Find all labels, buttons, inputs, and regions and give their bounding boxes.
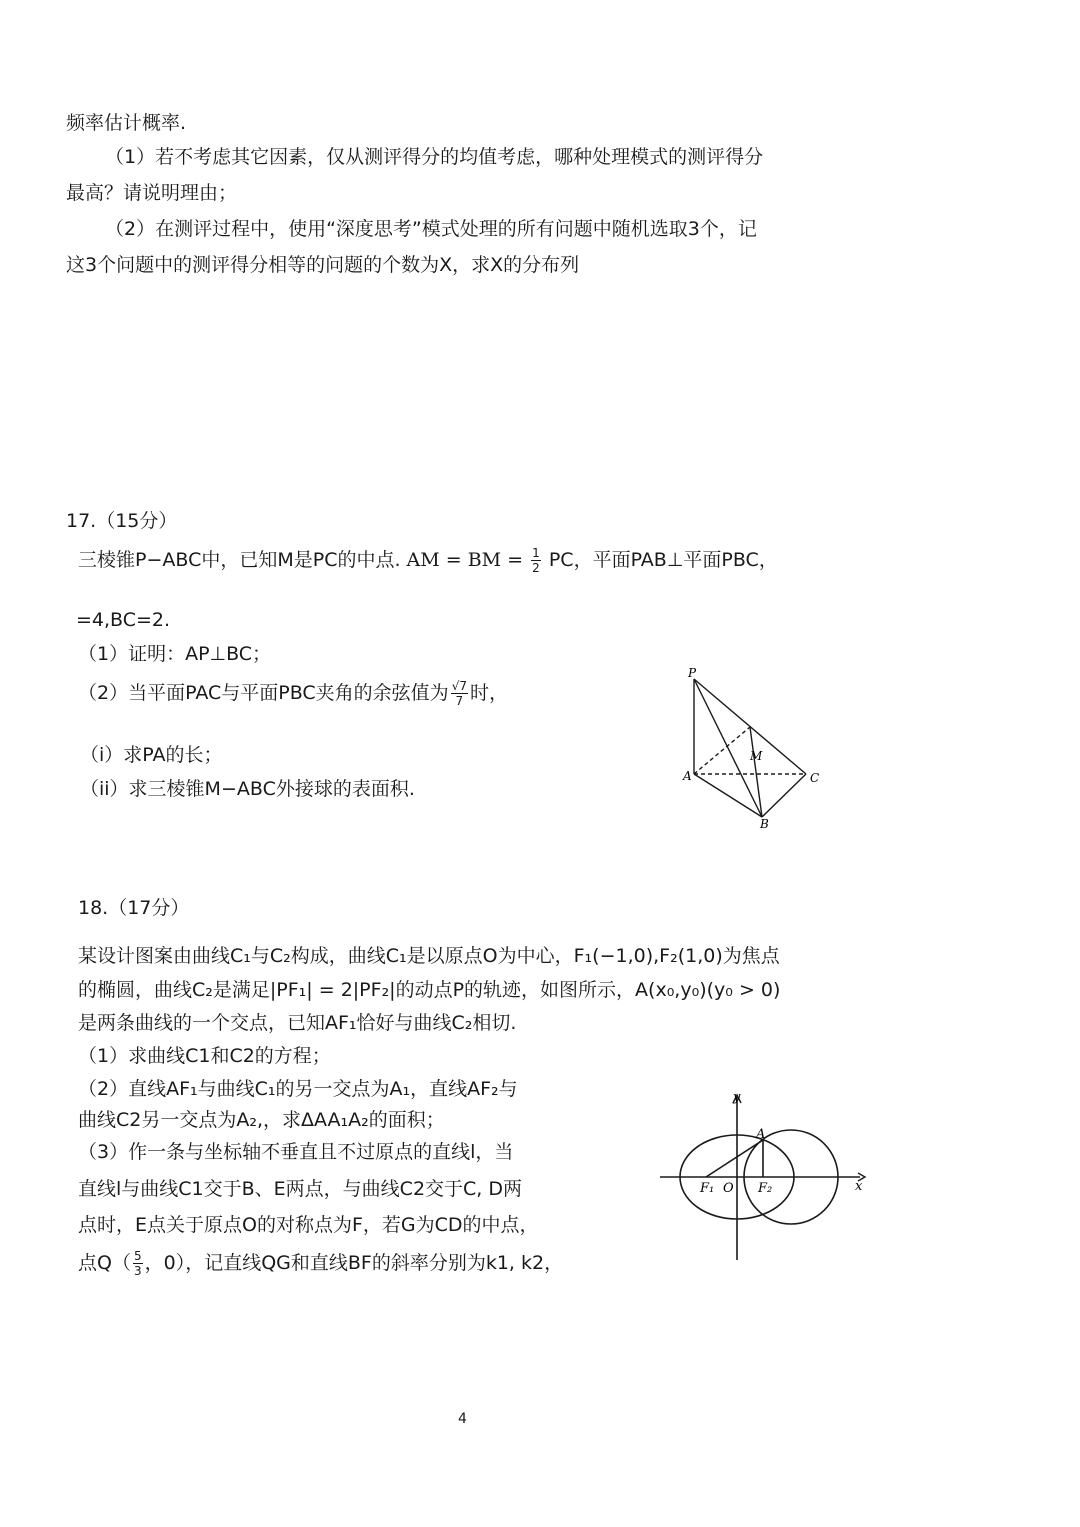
problem-18-q3-line3: 点时，E点关于原点O的对称点为F，若G为CD的中点，	[78, 1214, 539, 1236]
p17-q2-text-a: （2）当平面PAC与平面PBC夹角的余弦值为	[78, 682, 449, 704]
problem-18-q2-line2: 曲线C2另一交点为A₂,，求ΔAA₁A₂的面积；	[78, 1109, 445, 1131]
fraction-numerator: 1	[532, 546, 540, 560]
problem-18-line3: 是两条曲线的一个交点，已知AF₁恰好与曲线C₂相切.	[78, 1012, 517, 1034]
label-y: y	[733, 1090, 741, 1105]
problem-17-header: 17.（15分）	[66, 510, 178, 532]
question-1: （1）若不考虑其它因素，仅从测评得分的均值考虑，哪种处理模式的测评得分	[105, 146, 764, 168]
page-number: 4	[458, 1411, 467, 1427]
p17-text-b: PC，平面PAB⊥平面PBC，	[548, 549, 778, 571]
question-1-cont: 最高？请说明理由；	[66, 182, 238, 204]
label-F2: F₂	[758, 1181, 773, 1196]
question-2-cont: 这3个问题中的测评得分相等的问题的个数为X，求X的分布列	[66, 254, 580, 276]
label-x: x	[855, 1179, 863, 1194]
p17-fraction	[531, 547, 541, 574]
problem-18-q2-line1: （2）直线AF₁与曲线C₁的另一交点为A₁，直线AF₂与	[78, 1078, 518, 1100]
problem-18-q3-line4	[78, 1243, 563, 1283]
label-P: P	[688, 666, 697, 680]
problem-18-q1: （1）求曲线C1和C2的方程；	[78, 1045, 331, 1067]
label-O: O	[723, 1181, 734, 1196]
problem-18-line1: 某设计图案由曲线C₁与C₂构成，曲线C₁是以原点O为中心，F₁(−1,0),F₂(1,0)为焦点	[78, 945, 780, 967]
p17-equation: AM = BM =	[406, 549, 524, 571]
problem-18-q3-line1: （3）作一条与坐标轴不垂直且不过原点的直线l，当	[78, 1141, 514, 1163]
p17-q2-fraction	[451, 680, 468, 707]
p18-q3-text-b: ，0），记直线QG和直线BF的斜率分别为k1, k2，	[144, 1252, 564, 1274]
problem-17-line1	[78, 545, 778, 575]
p18-q3-fraction	[133, 1250, 143, 1277]
tetrahedron-figure	[670, 660, 840, 835]
label-B: B	[760, 817, 769, 831]
label-F1: F₁	[700, 1181, 715, 1196]
label-A: A	[683, 769, 692, 783]
problem-17-q2	[78, 673, 508, 713]
label-A: A	[756, 1127, 766, 1142]
curves-figure	[655, 1085, 875, 1265]
problem-18-line2: 的椭圆，曲线C₂是满足|PF₁| = 2|PF₂|的动点P的轨迹，如图所示，A(x₀,y₀)(y₀ > 0)	[78, 979, 781, 1001]
fraction-denominator: 3	[133, 1264, 142, 1278]
text-line: 频率估计概率.	[66, 112, 187, 134]
p17-q2-text-b: 时，	[469, 682, 508, 704]
problem-18-header: 18.（17分）	[78, 897, 190, 919]
question-2: （2）在测评过程中，使用“深度思考”模式处理的所有问题中随机选取3个，记	[105, 218, 757, 240]
problem-17-qi: （i）求PA的长；	[80, 744, 223, 766]
problem-17-qii: （ii）求三棱锥M−ABC外接球的表面积.	[80, 778, 415, 800]
problem-17-q1: （1）证明：AP⊥BC；	[78, 643, 272, 665]
p18-q3-text-a: 点Q（	[78, 1252, 131, 1274]
p17-text-a: 三棱锥P−ABC中，已知M是PC的中点.	[78, 549, 401, 571]
fraction-numerator: √7	[451, 679, 467, 693]
fraction-denominator: 7	[455, 694, 464, 708]
fraction-denominator: 2	[532, 561, 540, 575]
label-C: C	[810, 771, 820, 785]
label-M: M	[750, 749, 763, 763]
problem-17-line2: =4,BC=2.	[76, 609, 171, 631]
fraction-numerator: 5	[133, 1249, 142, 1263]
problem-18-q3-line2: 直线l与曲线C1交于B、E两点，与曲线C2交于C, D两	[78, 1178, 523, 1200]
